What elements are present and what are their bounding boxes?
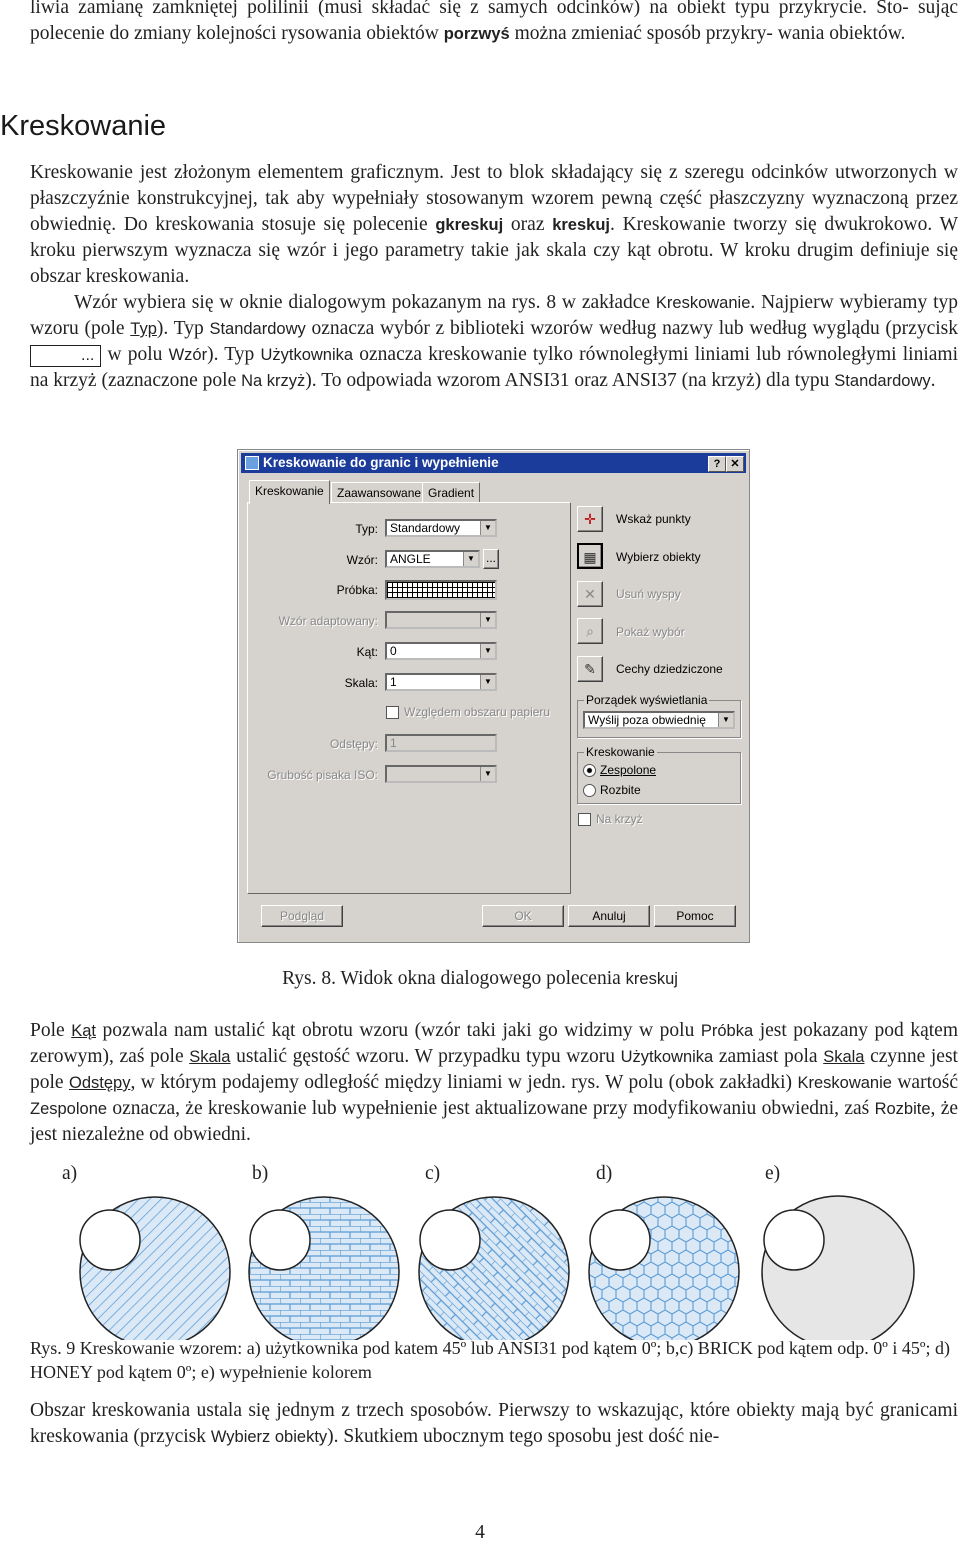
help-text-button[interactable]: Pomoc bbox=[654, 905, 736, 927]
fig-label-d: d) bbox=[596, 1163, 613, 1184]
figure-d bbox=[589, 1197, 739, 1340]
fig-label-b: b) bbox=[252, 1163, 269, 1184]
text: Wzór wybiera się w oknie dialogowym pokazanym na rys. 8 w zakładce bbox=[74, 292, 656, 313]
spacing-label: Odstępy: bbox=[329, 737, 378, 751]
ui-term: Wzór bbox=[168, 346, 208, 364]
draw-order-value: Wyślij poza obwiednię bbox=[588, 713, 706, 727]
draw-order-label: Porządek wyświetlania bbox=[586, 693, 708, 707]
ui-term: Kreskowanie bbox=[655, 294, 751, 312]
ui-term: Użytkownika bbox=[620, 1048, 714, 1066]
text: , w którym podajemy odległość między liniami w jedn. rys. W polu (obok zakładki) bbox=[130, 1072, 798, 1093]
fig-label-e: e) bbox=[765, 1163, 781, 1184]
ui-term: Użytkownika bbox=[260, 346, 354, 364]
hatch-dialog bbox=[237, 449, 750, 943]
text: , że jest niezależne od obwiedni. bbox=[30, 1098, 959, 1145]
command-name: kreskuj bbox=[552, 216, 610, 234]
spacing-value: 1 bbox=[390, 736, 397, 750]
associative-label: Zespolone bbox=[600, 763, 657, 777]
ui-term: Próbka bbox=[700, 1022, 754, 1040]
chevron-down-icon: ▼ bbox=[480, 644, 495, 658]
inherit-properties-icon[interactable]: ✎ bbox=[577, 656, 603, 682]
text: oznacza kreskowanie tylko równoległymi liniami lub równoległymi liniami na krzyż (zaznaczone pole bbox=[30, 344, 958, 391]
command-name: porzwyś bbox=[443, 25, 510, 43]
command-name: kreskuj bbox=[625, 970, 678, 988]
text: w polu bbox=[101, 344, 169, 365]
associative-radio[interactable] bbox=[583, 764, 596, 777]
scale-select[interactable] bbox=[385, 673, 497, 691]
ui-term: Kąt bbox=[71, 1022, 96, 1040]
spacing-input[interactable] bbox=[385, 734, 497, 752]
ui-term: Standardowy bbox=[209, 320, 306, 338]
iso-pen-width-select[interactable] bbox=[385, 765, 497, 783]
preview-button[interactable]: Podgląd bbox=[261, 905, 343, 927]
text: Rys. 8. Widok okna dialogowego polecenia bbox=[282, 968, 626, 989]
figure-b bbox=[249, 1197, 399, 1340]
tab-hatch[interactable]: Kreskowanie bbox=[249, 480, 330, 504]
inherit-properties-label[interactable]: Cechy dziedziczone bbox=[616, 662, 723, 676]
text: liwia zamianę zamkniętej polilinii (musi składać się z samych odcinków) na obiekt typu przykrycie. Sto- bbox=[30, 0, 909, 18]
text: Obszar kreskowania ustala się jednym z trzech sposobów. Pierwszy to wskazując, które obiekty mają być granicami kreskowania (przycisk bbox=[30, 1400, 958, 1447]
text: oraz bbox=[503, 214, 553, 235]
ui-term: Typ bbox=[130, 320, 157, 338]
ui-term: Zespolone bbox=[30, 1100, 108, 1118]
chevron-down-icon: ▼ bbox=[718, 713, 733, 727]
text: wartość bbox=[891, 1072, 958, 1093]
angle-select[interactable] bbox=[385, 642, 497, 660]
fig-label-a: a) bbox=[62, 1163, 78, 1184]
angle-label: Kąt: bbox=[356, 645, 378, 659]
pattern-label: Wzór: bbox=[346, 553, 378, 567]
ui-term: Standardowy bbox=[834, 372, 931, 390]
text: Kreskowanie jest złożonym elementem graficznym. Jest to blok składający się z szeregu odcinków utworzonych w płaszczyźnie konstrukcyjnej, tak aby wypełniały stosowanym wzorem pewną część płaszczyzny wyznaczoną przez obwiednię. Do kreskowania stosuje się polecenie bbox=[30, 162, 958, 235]
ui-term: Wybierz obiekty bbox=[210, 1428, 328, 1446]
iso-pen-width-label: Grubość pisaka ISO: bbox=[267, 768, 378, 782]
text: ustalić gęstość wzoru. W przypadku typu wzoru bbox=[230, 1046, 621, 1067]
chevron-down-icon: ▼ bbox=[480, 613, 495, 627]
figure-9-caption: Rys. 9 Kreskowanie wzorem: a) użytkownika pod katem 45º lub ANSI31 pod kątem 0º; b,c) BRICK pod kątem odp. 0º i 45º; d) HONEY pod kątem 0º; e) wypełnienie kolorem bbox=[30, 1338, 950, 1382]
ui-term: Skala bbox=[189, 1048, 231, 1066]
ui-term: Odstępy bbox=[69, 1074, 131, 1092]
hatch-figures bbox=[0, 1190, 960, 1340]
figure-e bbox=[762, 1196, 914, 1340]
crossed-label: Na krzyż bbox=[596, 812, 643, 826]
angle-value: 0 bbox=[390, 644, 397, 658]
pattern-value: ANGLE bbox=[390, 552, 431, 566]
ui-term: Kreskowanie bbox=[797, 1074, 892, 1092]
select-objects-label[interactable]: Wybierz obiekty bbox=[616, 550, 701, 564]
paragraph-1 bbox=[30, 160, 958, 290]
relative-paper-label: Względem obszaru papieru bbox=[404, 705, 551, 719]
text: . Najpierw wybieramy typ wzoru (pole bbox=[30, 292, 958, 339]
text: . Kreskowanie tworzy się dwukrokowo. W kroku pierwszym wyznacza się wzór i jego parametry takie jak skala czy kąt obrotu. W kroku drugim definiuje się obszar kreskowania. bbox=[30, 214, 958, 287]
ui-term: Skala bbox=[823, 1048, 865, 1066]
scale-value: 1 bbox=[390, 675, 397, 689]
remove-islands-icon[interactable]: ✕ bbox=[577, 581, 603, 607]
text: oznacza, że kreskowanie lub wypełnienie jest aktualizowane przy modyfikowaniu obwiedni, zaś bbox=[107, 1098, 875, 1119]
text: . bbox=[930, 370, 936, 391]
close-button[interactable]: ✕ bbox=[726, 456, 744, 472]
text: oznacza wybór z biblioteki wzorów według nazwy lub według wyglądu (przycisk bbox=[305, 318, 958, 339]
section-heading: Kreskowanie bbox=[0, 110, 167, 142]
tab-gradient[interactable]: Gradient bbox=[422, 482, 480, 503]
relative-paper-checkbox[interactable] bbox=[386, 706, 399, 719]
dialog-title: Kreskowanie do granic i wypełnienie bbox=[263, 455, 499, 470]
figure-a bbox=[80, 1197, 230, 1340]
remove-islands-label[interactable]: Usuń wyspy bbox=[616, 587, 681, 601]
composition-label: Kreskowanie bbox=[586, 745, 655, 759]
scale-label: Skala: bbox=[344, 676, 378, 690]
tab-advanced[interactable]: Zaawansowane bbox=[331, 482, 427, 503]
pattern-browse-button[interactable]: ... bbox=[483, 549, 499, 569]
pick-points-label[interactable]: Wskaż punkty bbox=[616, 512, 691, 526]
text: pozwala nam ustalić kąt obrotu wzoru (wzór taki jaki go widzimy w polu bbox=[96, 1020, 701, 1041]
chevron-down-icon: ▼ bbox=[463, 552, 478, 566]
draw-order-group bbox=[577, 693, 741, 738]
ok-button[interactable]: OK bbox=[482, 905, 564, 927]
paragraph-3 bbox=[30, 1018, 958, 1148]
text: ). To odpowiada wzorom ANSI31 oraz ANSI37 (na krzyż) dla typu bbox=[305, 370, 835, 391]
paragraph-4 bbox=[30, 1398, 958, 1450]
view-selection-icon[interactable]: ⌕ bbox=[577, 618, 603, 644]
paragraph-intro bbox=[30, 0, 958, 47]
ui-term: Rozbite bbox=[874, 1100, 931, 1118]
text: ). Typ bbox=[156, 318, 210, 339]
chevron-down-icon: ▼ bbox=[480, 675, 495, 689]
chevron-down-icon: ▼ bbox=[480, 767, 495, 781]
text: sując polecenie do zmiany kolejności rysowania obiektów bbox=[30, 0, 959, 44]
custom-pattern-select[interactable] bbox=[385, 611, 497, 629]
ui-term: Na krzyż bbox=[241, 372, 306, 390]
figure-c bbox=[419, 1197, 569, 1340]
pattern-select[interactable] bbox=[385, 550, 480, 568]
type-label: Typ: bbox=[355, 522, 378, 536]
text: ). Skutkiem ubocznym tego sposobu jest dość nie- bbox=[327, 1426, 720, 1447]
app-icon bbox=[245, 456, 259, 470]
text: można zmieniać sposób przykry- bbox=[509, 23, 773, 44]
pick-points-icon[interactable]: ✛ bbox=[577, 506, 603, 532]
help-button[interactable]: ? bbox=[708, 456, 726, 472]
type-select[interactable] bbox=[385, 519, 497, 537]
fig-label-c: c) bbox=[425, 1163, 441, 1184]
paragraph-2 bbox=[30, 290, 958, 394]
view-selection-label[interactable]: Pokaż wybór bbox=[616, 625, 685, 639]
pattern-swatch[interactable] bbox=[385, 580, 497, 600]
text: wania obiektów. bbox=[777, 23, 906, 44]
ellipsis-button-reference: ... bbox=[30, 345, 101, 367]
dialog-titlebar bbox=[241, 453, 746, 473]
custom-pattern-label: Wzór adaptowany: bbox=[278, 614, 378, 628]
select-objects-icon[interactable]: ▦ bbox=[577, 543, 603, 569]
draw-order-select[interactable] bbox=[583, 711, 735, 729]
text: czynne jest pole bbox=[30, 1046, 958, 1093]
page-number: 4 bbox=[475, 1522, 485, 1543]
type-value: Standardowy bbox=[390, 521, 461, 535]
nonassociative-radio[interactable] bbox=[583, 784, 596, 797]
cancel-button[interactable]: Anuluj bbox=[568, 905, 650, 927]
chevron-down-icon: ▼ bbox=[480, 521, 495, 535]
nonassociative-label: Rozbite bbox=[600, 783, 641, 797]
text: Pole bbox=[30, 1020, 72, 1041]
composition-group bbox=[577, 745, 741, 804]
figure-8-caption bbox=[0, 968, 960, 990]
text: jest pokazany pod kątem zerowym), zaś pole bbox=[30, 1020, 958, 1067]
swatch-label: Próbka: bbox=[336, 583, 378, 597]
command-name: gkreskuj bbox=[435, 216, 504, 234]
text: ). Typ bbox=[207, 344, 261, 365]
crossed-checkbox[interactable] bbox=[578, 813, 591, 826]
text: zamiast pola bbox=[713, 1046, 824, 1067]
